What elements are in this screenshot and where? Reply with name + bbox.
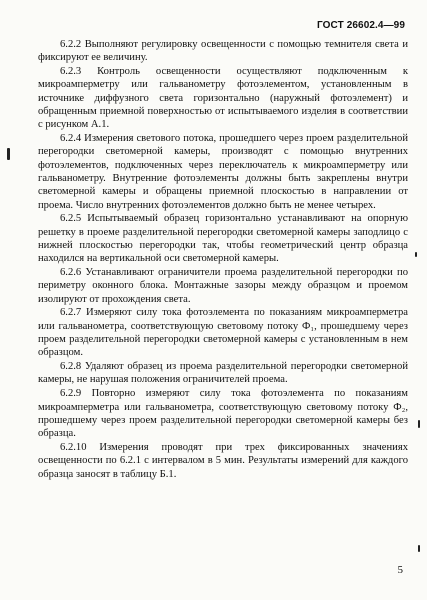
page-number: 5	[397, 564, 403, 576]
scan-artifact-mark	[418, 545, 420, 552]
scan-artifact-mark	[418, 420, 420, 428]
paragraph-6-2-10: 6.2.10 Измерения проводят при трех фиксированных значениях освещенности по 6.2.1 с интервалом в 5 мин. Результаты измерений для каждого образца заносят в таблицу Б.1.	[38, 441, 408, 480]
document-body	[38, 38, 408, 481]
paragraph-6-2-6: 6.2.6 Устанавливают ограничители проема разделительной перегородки по периметру оконного блока. Монтажные зазоры между образцом и проемом изолируют от прохождения света.	[38, 267, 408, 305]
paragraph-6-2-7: 6.2.7 Измеряют силу тока фотоэлемента по показаниям микроамперметра или гальванометра, соответствующую световому потоку Ф₁, прошедшему через проем разделительной перегородки светомерной камеры с установленным в нем образцом.	[38, 307, 408, 359]
paragraph-6-2-4: 6.2.4 Измерения светового потока, прошедшего через проем разделительной перегородки светомерной камеры, производят с помощью внутренних фотоэлементов, подключенных через переключатель к микроамперметру или гальванометру. Внутренние фотоэлементы должны быть закреплены внутри светомерной камеры и обращены приемной плоскостью в направлении от проема. Число внутренних фотоэлементов должно быть не менее четырех.	[38, 133, 408, 211]
paragraph-6-2-9: 6.2.9 Повторно измеряют силу тока фотоэлемента по показаниям микроамперметра или гальванометра, соответствующую световому потоку Ф₂, прошедшему через проем разделительной перегородки светомерной камеры без образца.	[38, 388, 408, 440]
paragraph-6-2-2: 6.2.2 Выполняют регулировку освещенности с помощью темнителя света и фиксируют ее величину.	[38, 39, 408, 64]
scan-artifact-mark	[7, 148, 10, 160]
paragraph-6-2-8: 6.2.8 Удаляют образец из проема разделительной перегородки светомерной камеры, не нарушая положения ограничителей проема.	[38, 361, 408, 386]
paragraph-6-2-3: 6.2.3 Контроль освещенности осуществляют подключенным к микроамперметру или гальванометру фотоэлементом, установленным в источнике диффузного света горизонтально (наружный фотоэлемент) и обращенным приемной поверхностью от испытываемого изделия в соответствии с рисунком А.1.	[38, 66, 408, 131]
scan-artifact-mark	[415, 252, 417, 257]
document-header: ГОСТ 26602.4—99	[317, 20, 405, 31]
paragraph-6-2-5: 6.2.5 Испытываемый образец горизонтально устанавливают на опорную решетку в проеме разделительной перегородки светомерной камеры заподлицо с нижней плоскостью перегородки так, чтобы геометрический центр образца находился на вертикальной оси светомерной камеры.	[38, 213, 408, 265]
